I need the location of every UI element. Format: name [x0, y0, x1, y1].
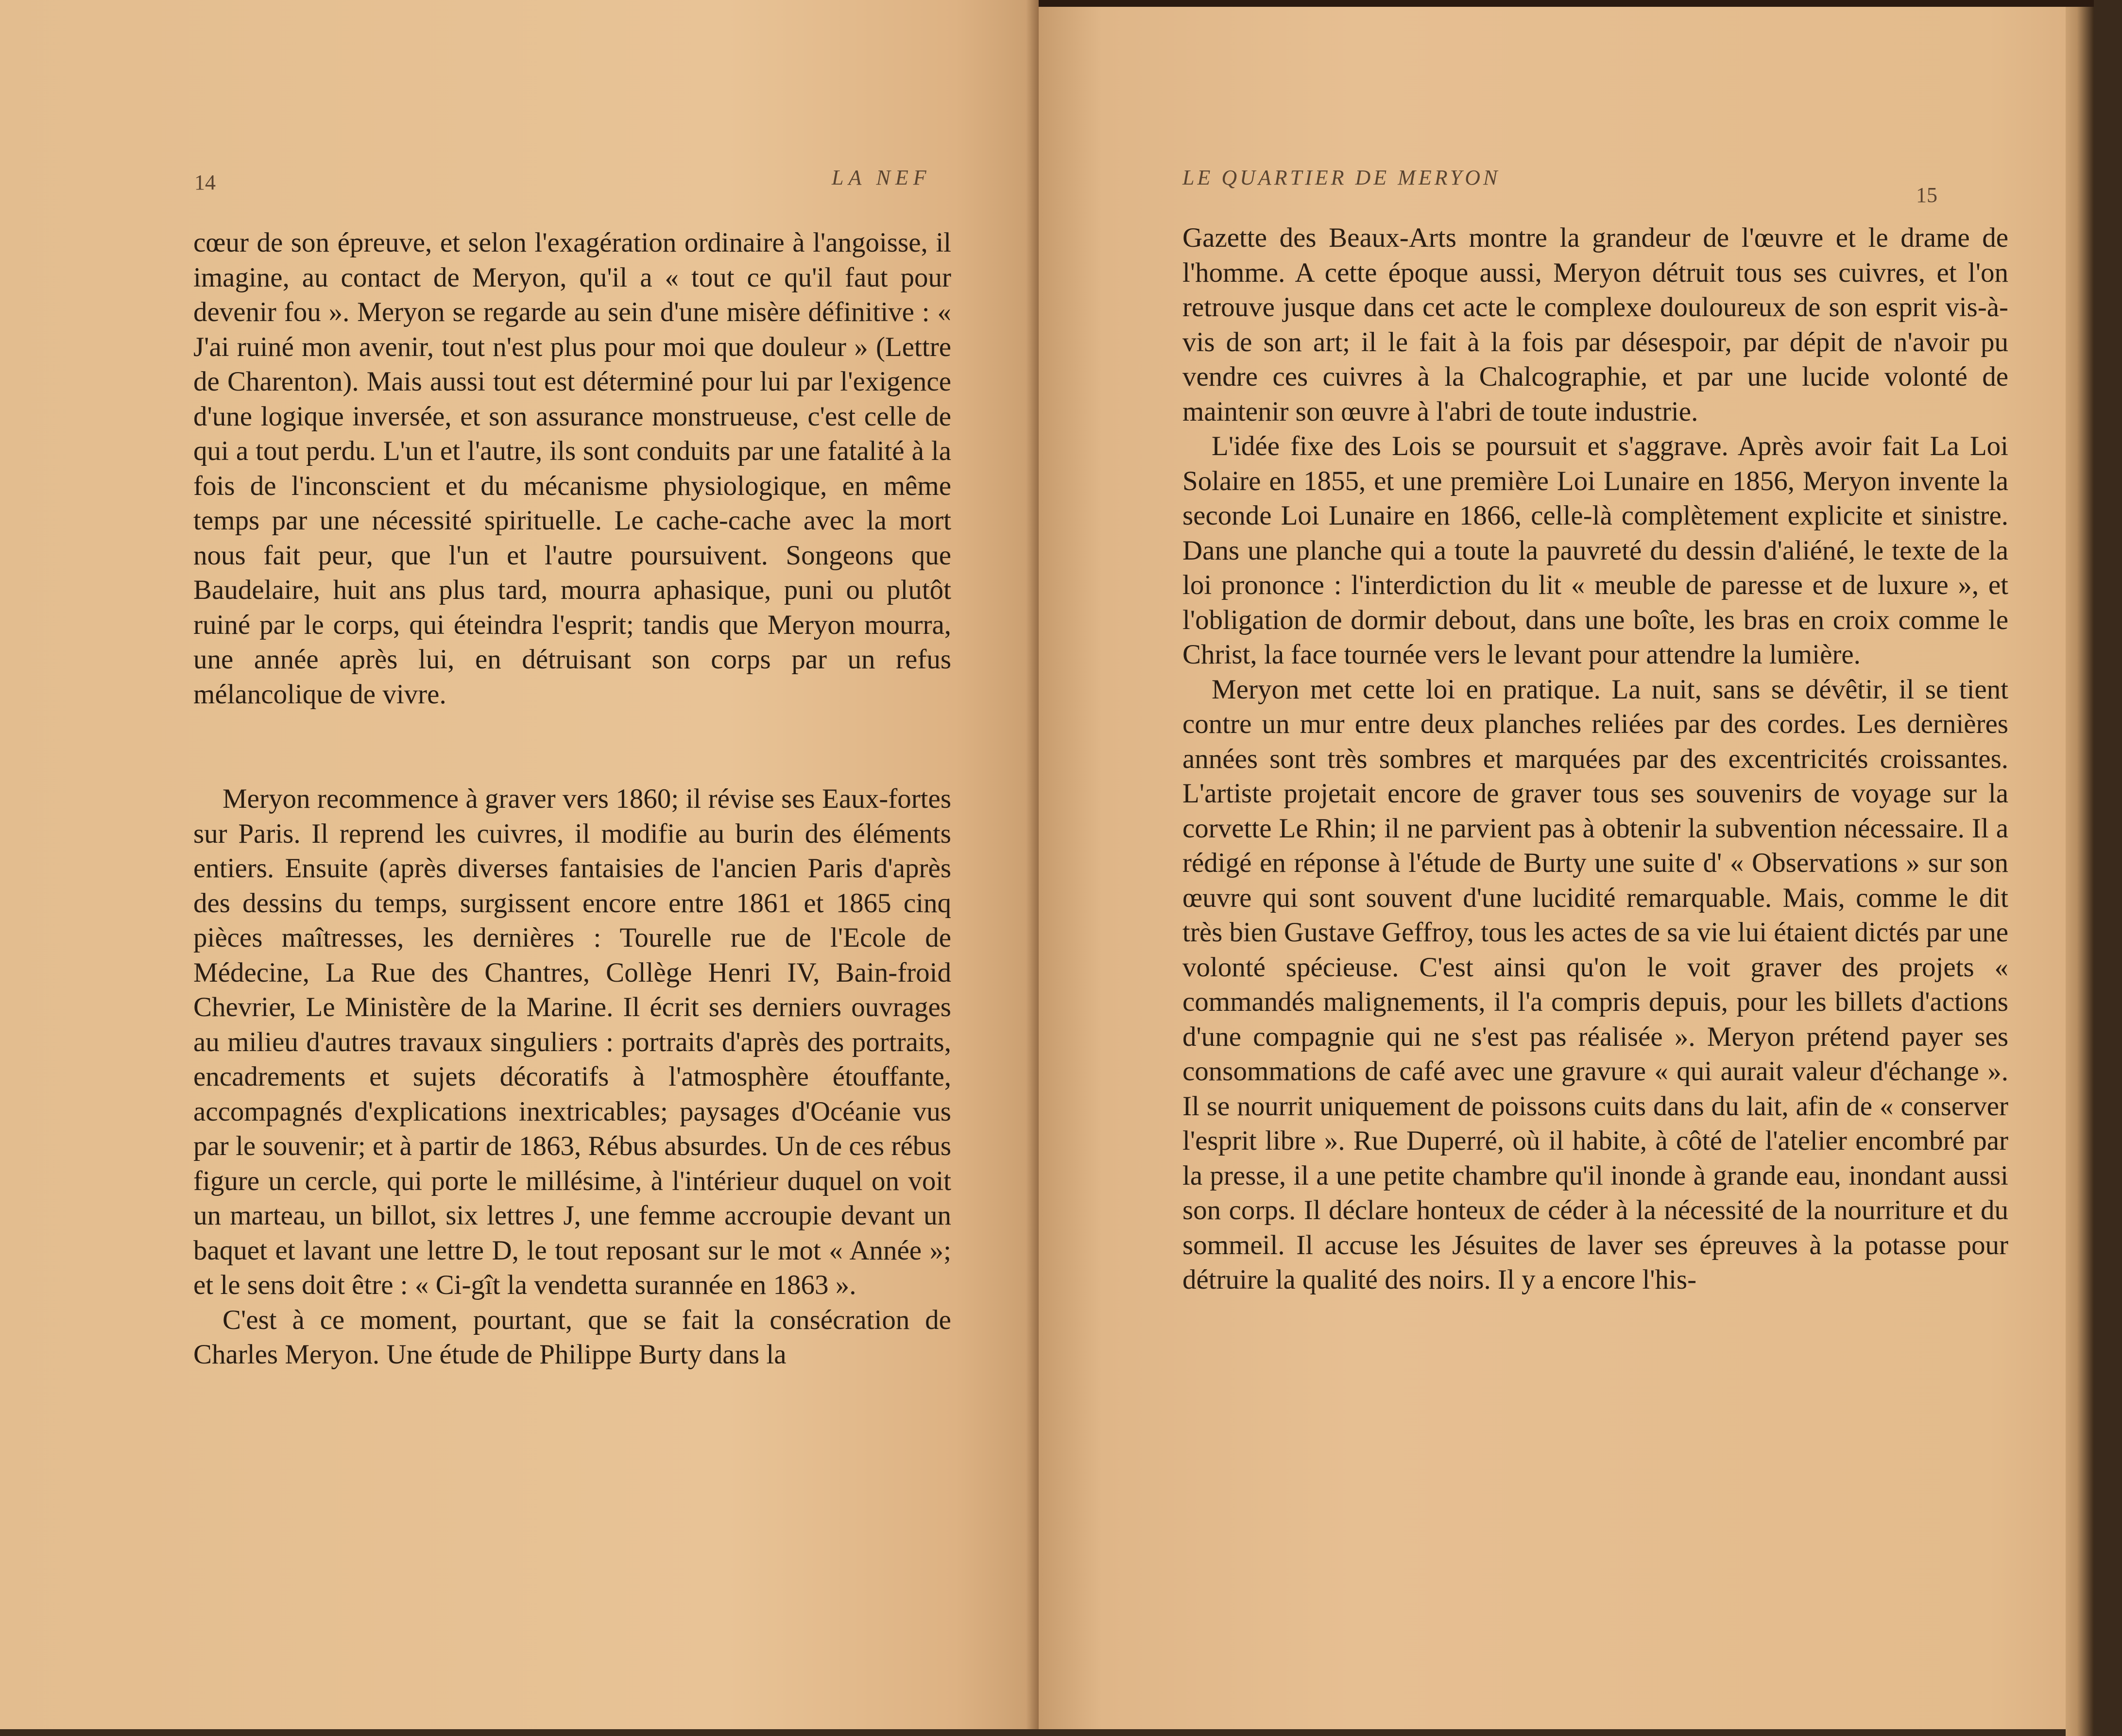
left-running-head: LA NEF: [832, 166, 931, 189]
right-page-number: 15: [1916, 183, 1937, 207]
right-paragraph-1: Gazette des Beaux-Arts montre la grandeur de l'œuvre et le drame de l'homme. A cette époque aussi, Meryon détruit tous ses cuivres, et l'on retrouve jusque dans cet acte le complexe douloureux de son esprit vis-à-vis de son art; il le fait à la fois par désespoir, par dépit de n'avoir pu vendre ces cuivres à la Chalcographie, et par une lucide volonté de maintenir son œuvre à l'abri de toute industrie.: [1182, 222, 2008, 427]
left-page-number: 14: [194, 170, 216, 194]
right-paragraph-2: L'idée fixe des Lois se poursuit et s'aggrave. Après avoir fait La Loi Solaire en 1855, et une première Loi Lunaire en 1856, Meryon invente la seconde Loi Lunaire en 1866, celle-là complètement explicite et sinistre. Dans une planche qui a toute la pauvreté du dessin d'aliéné, le texte de la loi prononce : l'interdiction du lit « meuble de paresse et de luxure », et l'obligation de dormir debout, dans une boîte, les bras en croix comme le Christ, la face tournée vers le levant pour attendre la lumière.: [1182, 431, 2008, 670]
left-page-body: [193, 225, 951, 1372]
left-page: [0, 0, 1039, 1729]
left-paragraph-1: cœur de son épreuve, et selon l'exagération ordinaire à l'angoisse, il imagine, au contact de Meryon, qu'il a « tout ce qu'il faut pour devenir fou ». Meryon se regarde au sein d'une misère définitive : « J'ai ruiné mon avenir, tout n'est plus pour moi que douleur » (Lettre de Charenton). Mais aussi tout est déterminé pour lui par l'exigence d'une logique inversée, et son assurance monstrueuse, c'est celle de qui a tout perdu. L'un et l'autre, ils sont conduits par une fatalité à la fois de l'inconscient et du mécanisme physiologique, en même temps par une nécessité spirituelle. Le cache-cache avec la mort nous fait peur, que l'un et l'autre poursuivent. Songeons que Baudelaire, huit ans plus tard, mourra aphasique, puni ou plutôt ruiné par le corps, qui éteindra l'esprit; tandis que Meryon mourra, une année après lui, en détruisant son corps par un refus mélancolique de vivre.: [193, 227, 951, 710]
right-page-body: [1182, 221, 2008, 1297]
page-edge: [2066, 7, 2094, 1736]
left-paragraph-3: C'est à ce moment, pourtant, que se fait la consécration de Charles Meryon. Une étude de Philippe Burty dans la: [193, 1304, 951, 1370]
left-paragraph-2: Meryon recommence à graver vers 1860; il révise ses Eaux-fortes sur Paris. Il reprend les cuivres, il modifie au burin des éléments entiers. Ensuite (après diverses fantaisies de l'ancien Paris d'après des dessins du temps, surgissent encore entre 1861 et 1865 cinq pièces maîtresses, les dernières : Tourelle rue de l'Ecole de Médecine, La Rue des Chantres, Collège Henri IV, Bain-froid Chevrier, Le Ministère de la Marine. Il écrit ses derniers ouvrages au milieu d'autres travaux singuliers : portraits d'après des portraits, encadrements et sujets décoratifs à l'atmosphère étouffante, accompagnés d'explications inextricables; paysages d'Océanie vus par le souvenir; et à partir de 1863, Rébus absurdes. Un de ces rébus figure un cercle, qui porte le millésime, à l'intérieur duquel on voit un marteau, un billot, six lettres J, une femme accroupie devant un baquet et lavant une lettre D, le tout reposant sur le mot « Année »; et le sens doit être : « Ci-gît la vendetta surannée en 1863 ».: [193, 783, 951, 1300]
right-page: [1039, 0, 2094, 1729]
right-running-head: LE QUARTIER DE MERYON: [1182, 166, 1501, 189]
right-paragraph-3: Meryon met cette loi en pratique. La nuit, sans se dévêtir, il se tient contre un mur entre deux planches reliées par des cordes. Les dernières années sont très sombres et marquées par des excentricités croissantes. L'artiste projetait encore de graver tous ses souvenirs de voyage sur la corvette Le Rhin; il ne parvient pas à obtenir la subvention nécessaire. Il a rédigé en réponse à l'étude de Burty une suite d' « Observations » sur son œuvre qui sont souvent d'une lucidité remarquable. Mais, comme le dit très bien Gustave Geffroy, tous les actes de sa vie lui étaient dictés par une volonté spécieuse. C'est ainsi qu'on le voit graver des projets « commandés malignements, il l'a compris depuis, pour les billets d'actions d'une compagnie qui ne s'est pas réalisée ». Meryon prétend payer ses consommations de café avec une gravure « qui aurait valeur d'échange ». Il se nourrit uniquement de poissons cuits dans du lait, afin de « conserver l'esprit libre ». Rue Duperré, où il habite, à côté de l'atelier encombré par la presse, il a une petite chambre qu'il inonde à grande eau, inondant aussi son corps. Il déclare honteux de céder à la nécessité de la nourriture et du sommeil. Il accuse les Jésuites de laver ses épreuves à la potasse pour détruire la qualité des noirs. Il y a encore l'his-: [1182, 674, 2008, 1295]
